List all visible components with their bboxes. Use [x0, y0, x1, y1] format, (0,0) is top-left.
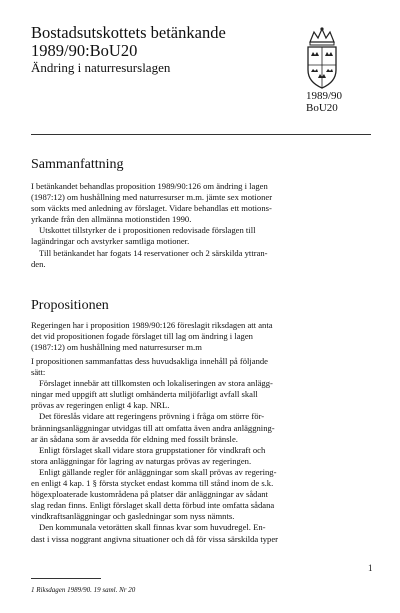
text-line: prövas av regeringen enligt 4 kap. NRL. [31, 400, 170, 411]
text-line: yrkande från den allmänna motionstiden 1990. [31, 214, 192, 225]
text-line: Till betänkandet har fogats 14 reservationer och 2 särskilda yttran- [39, 247, 268, 258]
proposition-paragraph-2 [31, 356, 371, 545]
header-divider [31, 134, 371, 135]
text-line: lagändringar och avstyrker samtliga motioner. [31, 236, 190, 247]
text-line: ningar med uppgift att slutligt omhänderta miljöfarligt avfall skall [31, 389, 258, 400]
text-line: Det föreslås vidare att regeringens prövning i fråga om större för- [39, 411, 265, 422]
text-line: Den kommunala vetorätten skall finnas kvar som huvudregel. En- [39, 522, 266, 533]
text-line: (1987:12) om hushållning med naturresurser m.m. jämte sex motioner [31, 192, 273, 203]
text-line: Förslaget innebär att tillkomsten och lokaliseringen av stora anlägg- [39, 378, 273, 389]
swedish-coat-of-arms-icon [300, 26, 344, 92]
text-line: som väckts med anledning av förslaget. Vidare behandlas ett motions- [31, 203, 272, 214]
text-line: högexploaterade kustområdena på platser där anläggningar av sådant [31, 489, 268, 500]
text-line: Utskottet tillstyrker de i propositionen redovisade förslagen till [39, 225, 256, 236]
section-heading-sammanfattning: Sammanfattning [31, 157, 124, 172]
text-line: vindkraftsanläggningar och gasledningar som nyss nämnts. [31, 511, 235, 522]
summary-paragraph-1 [31, 181, 371, 270]
text-line: stora anläggningar för lagring av naturgas prövas av regeringen. [31, 455, 252, 466]
text-line: Enligt gällande regler för anläggningar som skall prövas av regering- [39, 466, 277, 477]
text-line: bränningsanläggningar utvidgas till att omfatta även andra anläggning- [31, 422, 275, 433]
reference-year: 1989/90 [306, 90, 343, 102]
text-line: Regeringen har i proposition 1989/90:126 föreslagit riksdagen att anta [31, 320, 273, 330]
text-line: (1987:12) om hushållning med naturresurser m.m [31, 342, 202, 353]
reference-code: BoU20 [306, 102, 338, 114]
text-line: Enligt förslaget skall vidare stora gruppstationer för vindkraft och [39, 444, 266, 455]
page-number: 1 [368, 563, 373, 573]
text-line: en enligt 4 kap. 1 § första stycket endast komma till stånd inom de s.k. [31, 478, 274, 489]
text-line: dast i vissa noggrant angivna situationer och då för vissa särskilda typer [31, 533, 279, 544]
proposition-paragraph-1 [31, 320, 371, 353]
text-line: den. [31, 258, 46, 269]
text-line: I propositionen sammanfattas dess huvudsakliga innehåll på följande [31, 356, 268, 366]
footnote-divider [31, 578, 101, 579]
document-subtitle: Ändring i naturresurslagen [31, 60, 171, 75]
text-line: slag redan finns. Enligt förslaget skall detta förbud inte omfatta sådana [31, 500, 275, 511]
text-line: sätt: [31, 367, 46, 378]
text-line: det vid propositionen fogade förslaget till lag om ändring i lagen [31, 331, 253, 342]
title-line-1: Bostadsutskottets betänkande [31, 23, 226, 42]
text-line: ar än sådana som är avsedda för eldning med fossilt bränsle. [31, 433, 238, 444]
document-title [31, 24, 301, 60]
document-reference [306, 90, 342, 114]
section-heading-propositionen: Propositionen [31, 298, 109, 313]
title-line-2: 1989/90:BoU20 [31, 41, 138, 60]
footer-note: 1 Riksdagen 1989/90. 19 saml. Nr 20 [31, 586, 136, 594]
text-line: I betänkandet behandlas proposition 1989/90:126 om ändring i lagen [31, 181, 268, 191]
